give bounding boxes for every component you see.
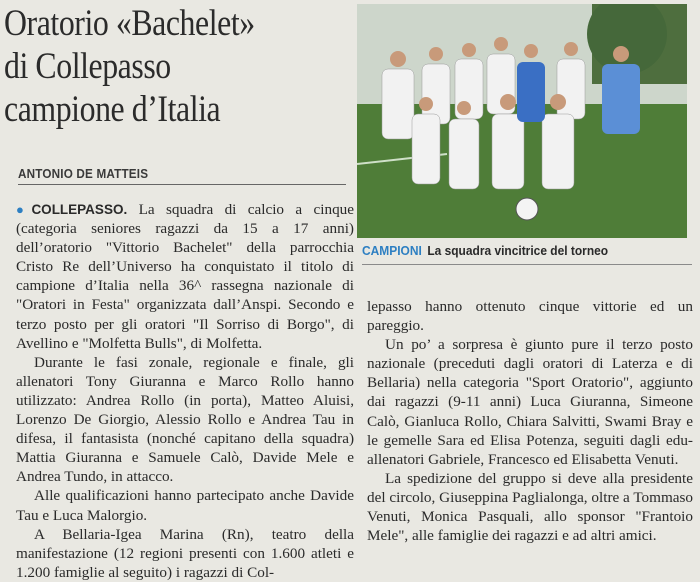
headline-line-1: Oratorio «Bachelet» <box>4 3 255 44</box>
bullet-icon: ● <box>16 202 32 217</box>
paragraph-5: lepasso hanno ottenuto cinque vittorie ed un pareggio. <box>367 298 693 335</box>
headline-line-2: di Collepasso <box>4 46 171 87</box>
paragraph-4: A Bellaria-Igea Marina (Rn), teatro della manifestazione (12 regioni presenti con 1.600 atleti e 1.200 famiglie al seguito) i ragazzi di Col- <box>16 525 354 581</box>
article-column-1 <box>16 200 354 582</box>
caption-text: La squadra vincitrice del torneo <box>427 243 609 258</box>
dateline: COLLEPASSO. <box>31 202 128 217</box>
team-photo <box>357 4 687 238</box>
caption-tag: CAMPIONI <box>362 243 422 258</box>
headline-line-3: campione d’Italia <box>4 89 221 130</box>
byline: ANTONIO DE MATTEIS <box>18 166 149 181</box>
paragraph-3: Alle qualificazioni hanno partecipato anche Davide Tau e Luca Malorgio. <box>16 487 354 524</box>
paragraph-6: Un po’ a sorpresa è giunto pure il terzo posto nazionale (preceduti dagli oratori di Laterza e di Bellaria) nella categoria "Sport Oratorio", aggiunto dai ragazzi (9-11 anni) Luca Giuranna, Simeone Calò, Gianluca Rollo, Chiara Salvitti, Swami Bray e le gemelle Sara ed Elisa Potenza, seguiti dagli edu-allenatori Gabriele, Francesco ed Elisabetta Venuti. <box>367 336 693 468</box>
headline <box>4 2 301 131</box>
article-column-2 <box>367 297 693 545</box>
paragraph-7: La spedizione del gruppo si deve alla presidente del circolo, Giuseppina Paglialonga, oltre a Tommaso Venuti, Monica Pasquali, allo sponsor "Frantoio Mele", alle famiglie dei ragazzi e ad altri amici. <box>367 469 693 545</box>
paragraph-1-text: La squadra di calcio a cinque (categoria seniores ragazzi da 15 a 17 anni) dell’oratorio "Vittorio Bachelet" della parrocchia Cristo Re dell’Universo ha conquistato il titolo di campione d’Italia nella 36^ rassegna nazionale di "Oratori in Festa" organizzata dall’Anspi. Secondo e terzo posto per gli oratori "Il Sorriso di Borgo", di Avellino e "Molfetta Bulls", di Molfetta. <box>16 201 354 352</box>
paragraph-1 <box>16 200 354 353</box>
byline-divider <box>18 184 346 185</box>
photo-caption <box>362 243 666 258</box>
paragraph-2: Durante le fasi zonale, regionale e finale, gli allenatori Tony Giuranna e Marco Rollo hanno utilizzato: Andrea Rollo (in porta), Matteo Aluisi, Lorenzo De Giorgio, Alessio Rollo e Andrea Tau in difesa, il fantasista (nonché capitano della squadra) Mattia Giuranna e Samuele Calò, Davide Mele e Andrea Tundo, in attacco. <box>16 353 354 486</box>
caption-divider <box>362 264 692 265</box>
team-photo-drawing <box>357 4 687 238</box>
